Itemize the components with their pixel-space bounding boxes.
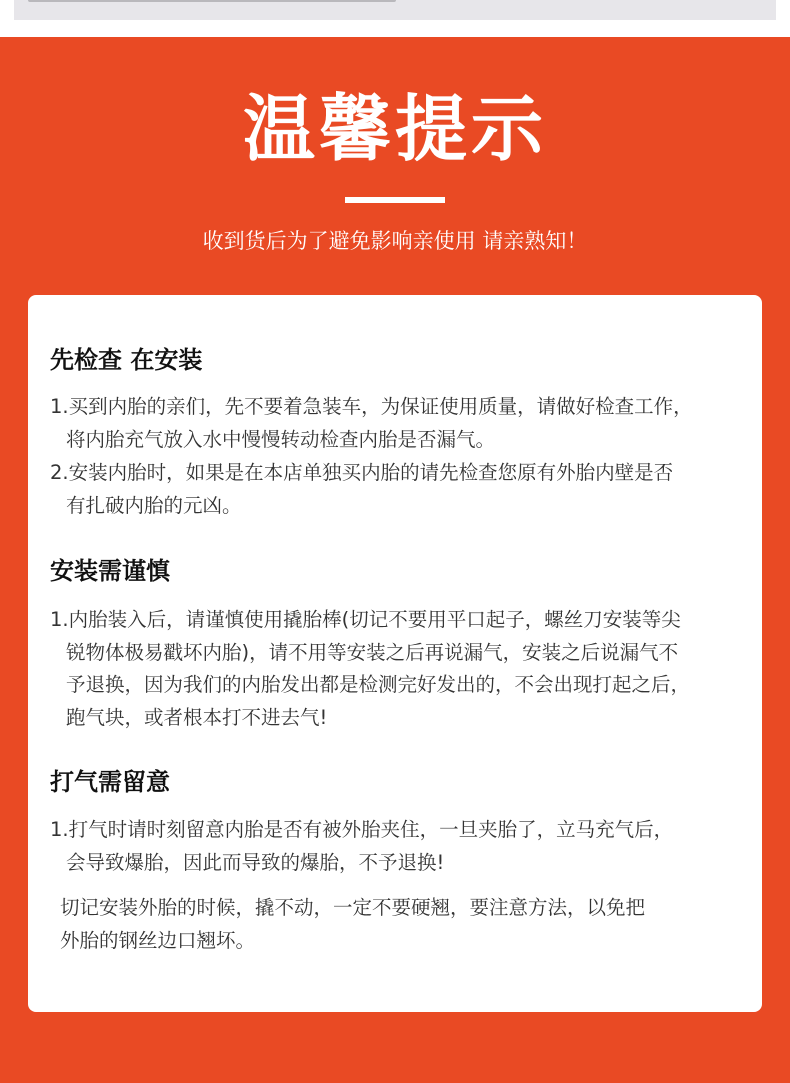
top-strip-shadow xyxy=(28,0,396,2)
item-line: 有扎破内胎的元凶。 xyxy=(66,493,242,517)
item-line: 切记安装外胎的时候，撬不动，一定不要硬翘，要注意方法，以免把 xyxy=(60,896,646,919)
top-image-strip xyxy=(14,0,776,20)
item-line: 2.安装内胎时，如果是在本店单独买内胎的请先检查您原有外胎内壁是否 xyxy=(50,461,674,484)
item-line: 外胎的钢丝边口翘坏。 xyxy=(60,928,256,952)
item-line: 予退换，因为我们的内胎发出都是检测完好发出的，不会出现打起之后， xyxy=(66,673,691,696)
list-item xyxy=(50,391,693,456)
title-divider xyxy=(345,197,445,203)
list-item xyxy=(50,604,690,734)
item-line: 将内胎充气放入水中慢慢转动检查内胎是否漏气。 xyxy=(66,427,496,451)
list-item xyxy=(50,814,673,879)
page-title: 温馨提示 xyxy=(242,87,547,171)
item-line: 1.买到内胎的亲们，先不要着急装车，为保证使用质量，请做好检查工作， xyxy=(50,395,693,418)
list-item xyxy=(50,457,673,522)
tips-card xyxy=(28,295,762,1012)
item-line: 1.内胎装入后，请谨慎使用撬胎棒(切记不要用平口起子，螺丝刀安装等尖 xyxy=(50,608,681,631)
section-title-inflate: 打气需留意 xyxy=(50,768,170,796)
section-title-check: 先检查 在安装 xyxy=(50,346,203,374)
list-item xyxy=(60,892,645,957)
section-title-install: 安装需谨慎 xyxy=(50,557,170,585)
item-line: 会导致爆胎，因此而导致的爆胎，不予退换! xyxy=(66,850,445,874)
item-line: 1.打气时请时刻留意内胎是否有被外胎夹住，一旦夹胎了，立马充气后， xyxy=(50,818,674,841)
page-subtitle: 收到货后为了避免影响亲使用 请亲熟知！ xyxy=(202,229,588,253)
item-line: 锐物体极易戳坏内胎)，请不用等安装之后再说漏气，安装之后说漏气不 xyxy=(66,640,679,664)
item-line: 跑气块，或者根本打不进去气! xyxy=(66,705,328,729)
